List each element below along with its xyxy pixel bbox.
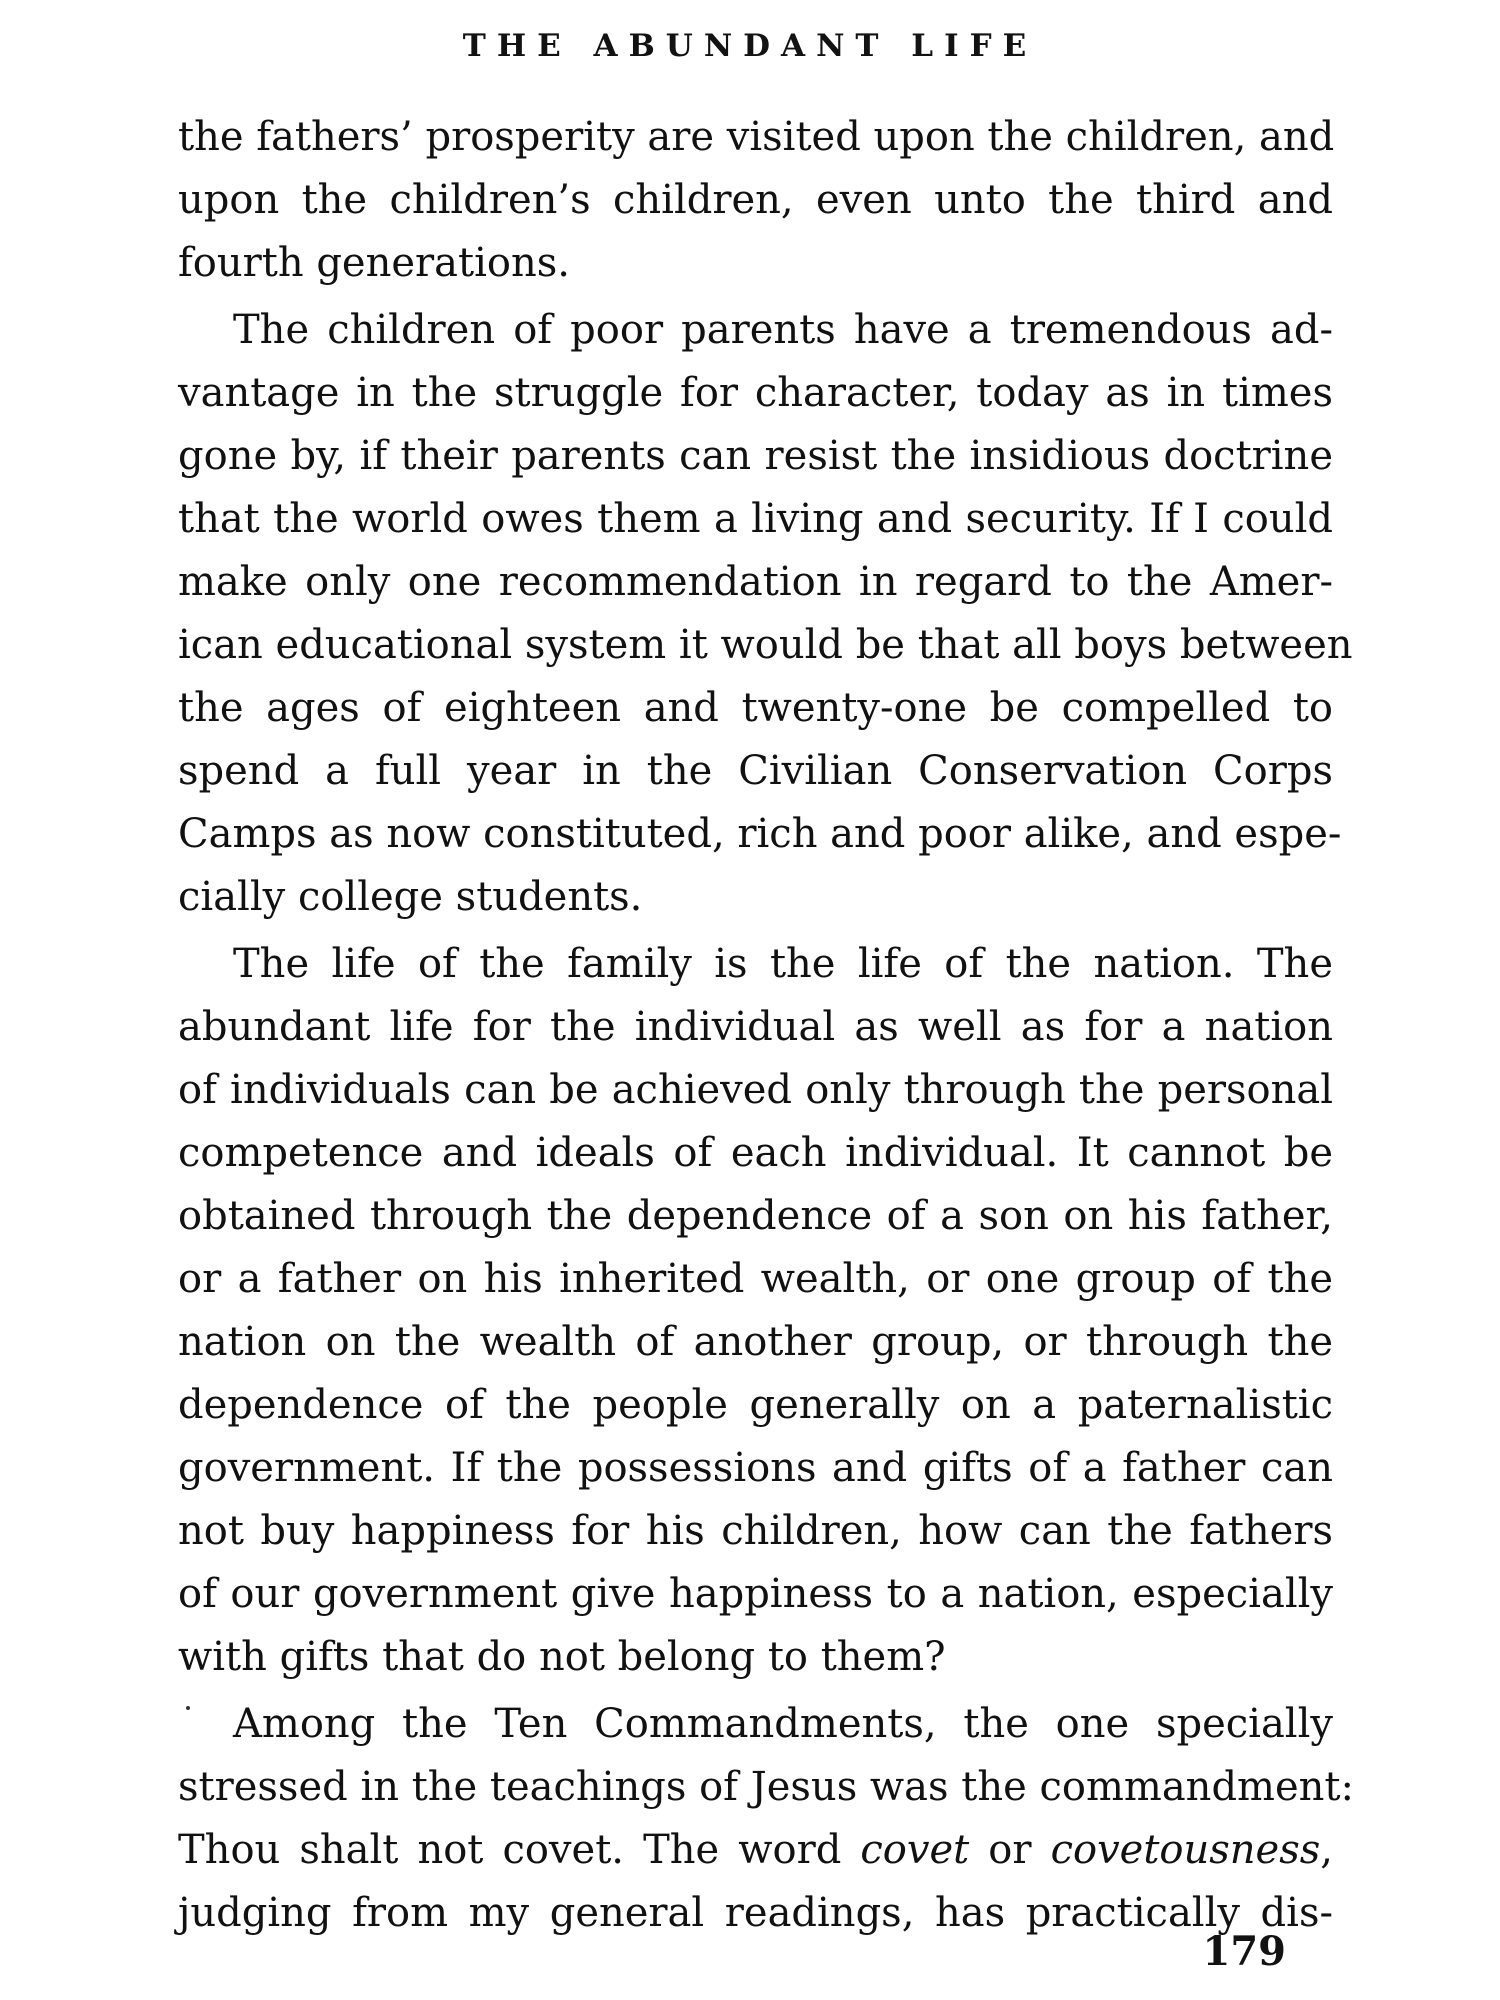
- text-line: The life of the family is the life of the nation. The: [233, 941, 1333, 987]
- text-line: or a father on his inherited wealth, or one group of the: [178, 1256, 1333, 1302]
- text-line: competence and ideals of each individual. It cannot be: [178, 1130, 1333, 1176]
- text-line: the ages of eighteen and twenty-one be compelled to: [178, 685, 1333, 731]
- text-line: gone by, if their parents can resist the insidious doctrine: [178, 433, 1333, 479]
- text-line: spend a full year in the Civilian Conservation Corps: [178, 748, 1333, 794]
- text-line-with-italics: [178, 1819, 1333, 1882]
- text-line: dependence of the people generally on a paternalistic: [178, 1382, 1333, 1428]
- page-number: 179: [1202, 1928, 1286, 1975]
- paragraph-3: [178, 933, 1333, 1689]
- text-run: ,: [1320, 1827, 1333, 1873]
- paragraph-1: [178, 106, 1333, 295]
- italic-term-covetousness: covetousness: [1050, 1827, 1321, 1873]
- italic-term-covet: covet: [860, 1827, 970, 1873]
- text-line: ican educational system it would be that all boys between: [178, 622, 1353, 668]
- text-line: The children of poor parents have a tremendous ad-: [233, 307, 1333, 353]
- text-line: nation on the wealth of another group, or through the: [178, 1319, 1333, 1365]
- text-line: Camps as now constituted, rich and poor alike, and espe-: [178, 811, 1342, 857]
- text-line: the fathers’ prosperity are visited upon the children, and: [178, 114, 1335, 160]
- text-line: upon the children’s children, even unto the third and: [178, 177, 1333, 223]
- text-run: Thou shalt not covet. The word: [178, 1827, 861, 1873]
- text-line: that the world owes them a living and security. If I could: [178, 496, 1333, 542]
- text-line: with gifts that do not belong to them?: [178, 1634, 946, 1680]
- text-line: Among the Ten Commandments, the one specially: [233, 1701, 1333, 1747]
- text-line: fourth generations.: [178, 240, 570, 286]
- body-text: [178, 106, 1354, 1945]
- text-line: of individuals can be achieved only through the personal: [178, 1067, 1333, 1113]
- text-line: not buy happiness for his children, how can the fathers: [178, 1508, 1333, 1554]
- text-line: government. If the possessions and gifts of a father can: [178, 1445, 1333, 1491]
- text-line: make only one recommendation in regard to the Amer-: [178, 559, 1333, 605]
- text-line: abundant life for the individual as well as for a nation: [178, 1004, 1333, 1050]
- text-line: cially college students.: [178, 874, 643, 920]
- text-line: vantage in the struggle for character, today as in times: [178, 370, 1333, 416]
- text-line: of our government give happiness to a nation, especially: [178, 1571, 1333, 1617]
- paragraph-2: [178, 299, 1353, 929]
- text-line: stressed in the teachings of Jesus was the commandment:: [178, 1764, 1354, 1810]
- text-run: or: [969, 1827, 1051, 1873]
- paragraph-4: [178, 1693, 1354, 1945]
- text-line: judging from my general readings, has practically dis-: [178, 1890, 1333, 1936]
- running-head-title: THE ABUNDANT LIFE: [462, 28, 1038, 64]
- text-line: obtained through the dependence of a son on his father,: [178, 1193, 1333, 1239]
